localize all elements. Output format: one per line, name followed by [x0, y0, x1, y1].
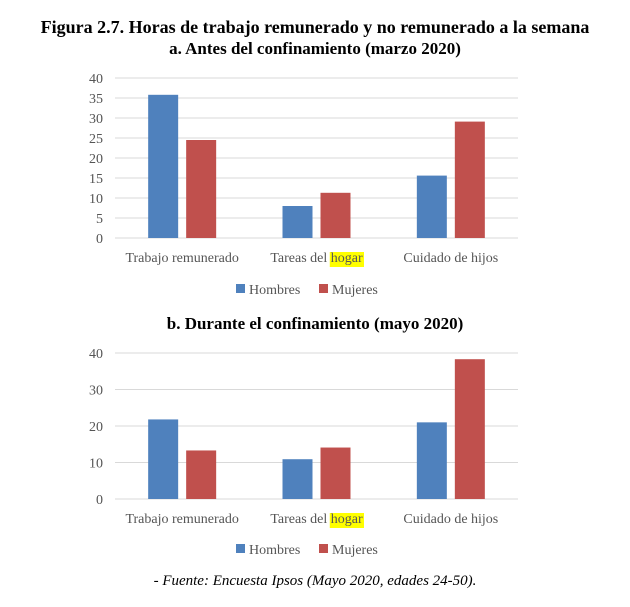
chart-a-legend-swatch-mujeres: [319, 284, 328, 293]
chart-a-ytick-label: 35: [89, 92, 103, 107]
chart-b: [0, 340, 630, 570]
chart-a-ytick-label: 10: [89, 192, 103, 207]
chart-b-ytick-label: 40: [89, 347, 103, 362]
source-note: - Fuente: Encuesta Ipsos (Mayo 2020, edades 24-50).: [153, 573, 477, 589]
chart-b-legend-label-mujeres: Mujeres: [332, 543, 378, 558]
chart-a-ytick-label: 40: [89, 72, 103, 87]
chart-a-ytick-label: 25: [89, 132, 103, 147]
chart-b-xtick-label: [270, 512, 363, 527]
chart-a-bar-mujeres-cuidado-de-hijos: [455, 122, 485, 238]
chart-a-bar-hombres-trabajo-remunerado: [148, 95, 178, 238]
chart-a-ytick-label: 20: [89, 152, 103, 167]
chart-a-svg: [0, 68, 630, 308]
chart-a-ytick-label: 5: [96, 212, 103, 227]
chart-b-bar-hombres-cuidado-de-hijos: [417, 422, 447, 499]
chart-b-bar-mujeres-cuidado-de-hijos: [455, 359, 485, 499]
chart-b-svg: [0, 340, 630, 570]
chart-a-ytick-label: 0: [96, 232, 103, 247]
chart-b-ytick-label: 20: [89, 420, 103, 435]
chart-b-xtick-label: Cuidado de hijos: [403, 512, 499, 527]
chart-a-bar-hombres-cuidado-de-hijos: [417, 176, 447, 238]
chart-a-legend-label-mujeres: Mujeres: [332, 283, 378, 298]
chart-b-xtick-text: Tareas del: [270, 512, 331, 527]
chart-a-ytick-label: 30: [89, 112, 103, 127]
chart-b-bar-mujeres-tareas-del-hogar: [321, 448, 351, 499]
chart-a-xtick-text: Tareas del: [270, 251, 331, 266]
chart-a-xtick-label: Trabajo remunerado: [125, 251, 239, 266]
chart-a-xtick-highlight: hogar: [330, 251, 363, 266]
chart-a-legend-swatch-hombres: [236, 284, 245, 293]
chart-b-bar-hombres-trabajo-remunerado: [148, 419, 178, 499]
chart-b-legend-swatch-hombres: [236, 544, 245, 553]
chart-b-xtick-highlight: hogar: [330, 512, 363, 527]
chart-a-legend-label-hombres: Hombres: [249, 283, 301, 298]
chart-a-bar-mujeres-trabajo-remunerado: [186, 140, 216, 238]
chart-b-bar-hombres-tareas-del-hogar: [283, 459, 313, 499]
chart-a-xtick-label: Cuidado de hijos: [403, 251, 499, 266]
chart-b-ytick-label: 0: [96, 493, 103, 508]
chart-b-title: b. Durante el confinamiento (mayo 2020): [166, 314, 464, 333]
chart-b-ytick-label: 30: [89, 383, 103, 399]
chart-a-xtick-label: [270, 251, 363, 266]
figure-title: Figura 2.7. Horas de trabajo remunerado y no remunerado a la semana: [40, 17, 590, 37]
chart-b-legend-swatch-mujeres: [319, 544, 328, 553]
chart-a-bar-hombres-tareas-del-hogar: [283, 206, 313, 238]
chart-b-xtick-label: Trabajo remunerado: [125, 512, 239, 527]
chart-b-bar-mujeres-trabajo-remunerado: [186, 450, 216, 499]
chart-b-ytick-label: 10: [89, 456, 103, 472]
chart-a-ytick-label: 15: [89, 172, 103, 187]
chart-b-legend-label-hombres: Hombres: [249, 543, 301, 558]
chart-a-bar-mujeres-tareas-del-hogar: [321, 193, 351, 238]
chart-a-title: a. Antes del confinamiento (marzo 2020): [169, 39, 461, 58]
chart-a: [0, 68, 630, 308]
